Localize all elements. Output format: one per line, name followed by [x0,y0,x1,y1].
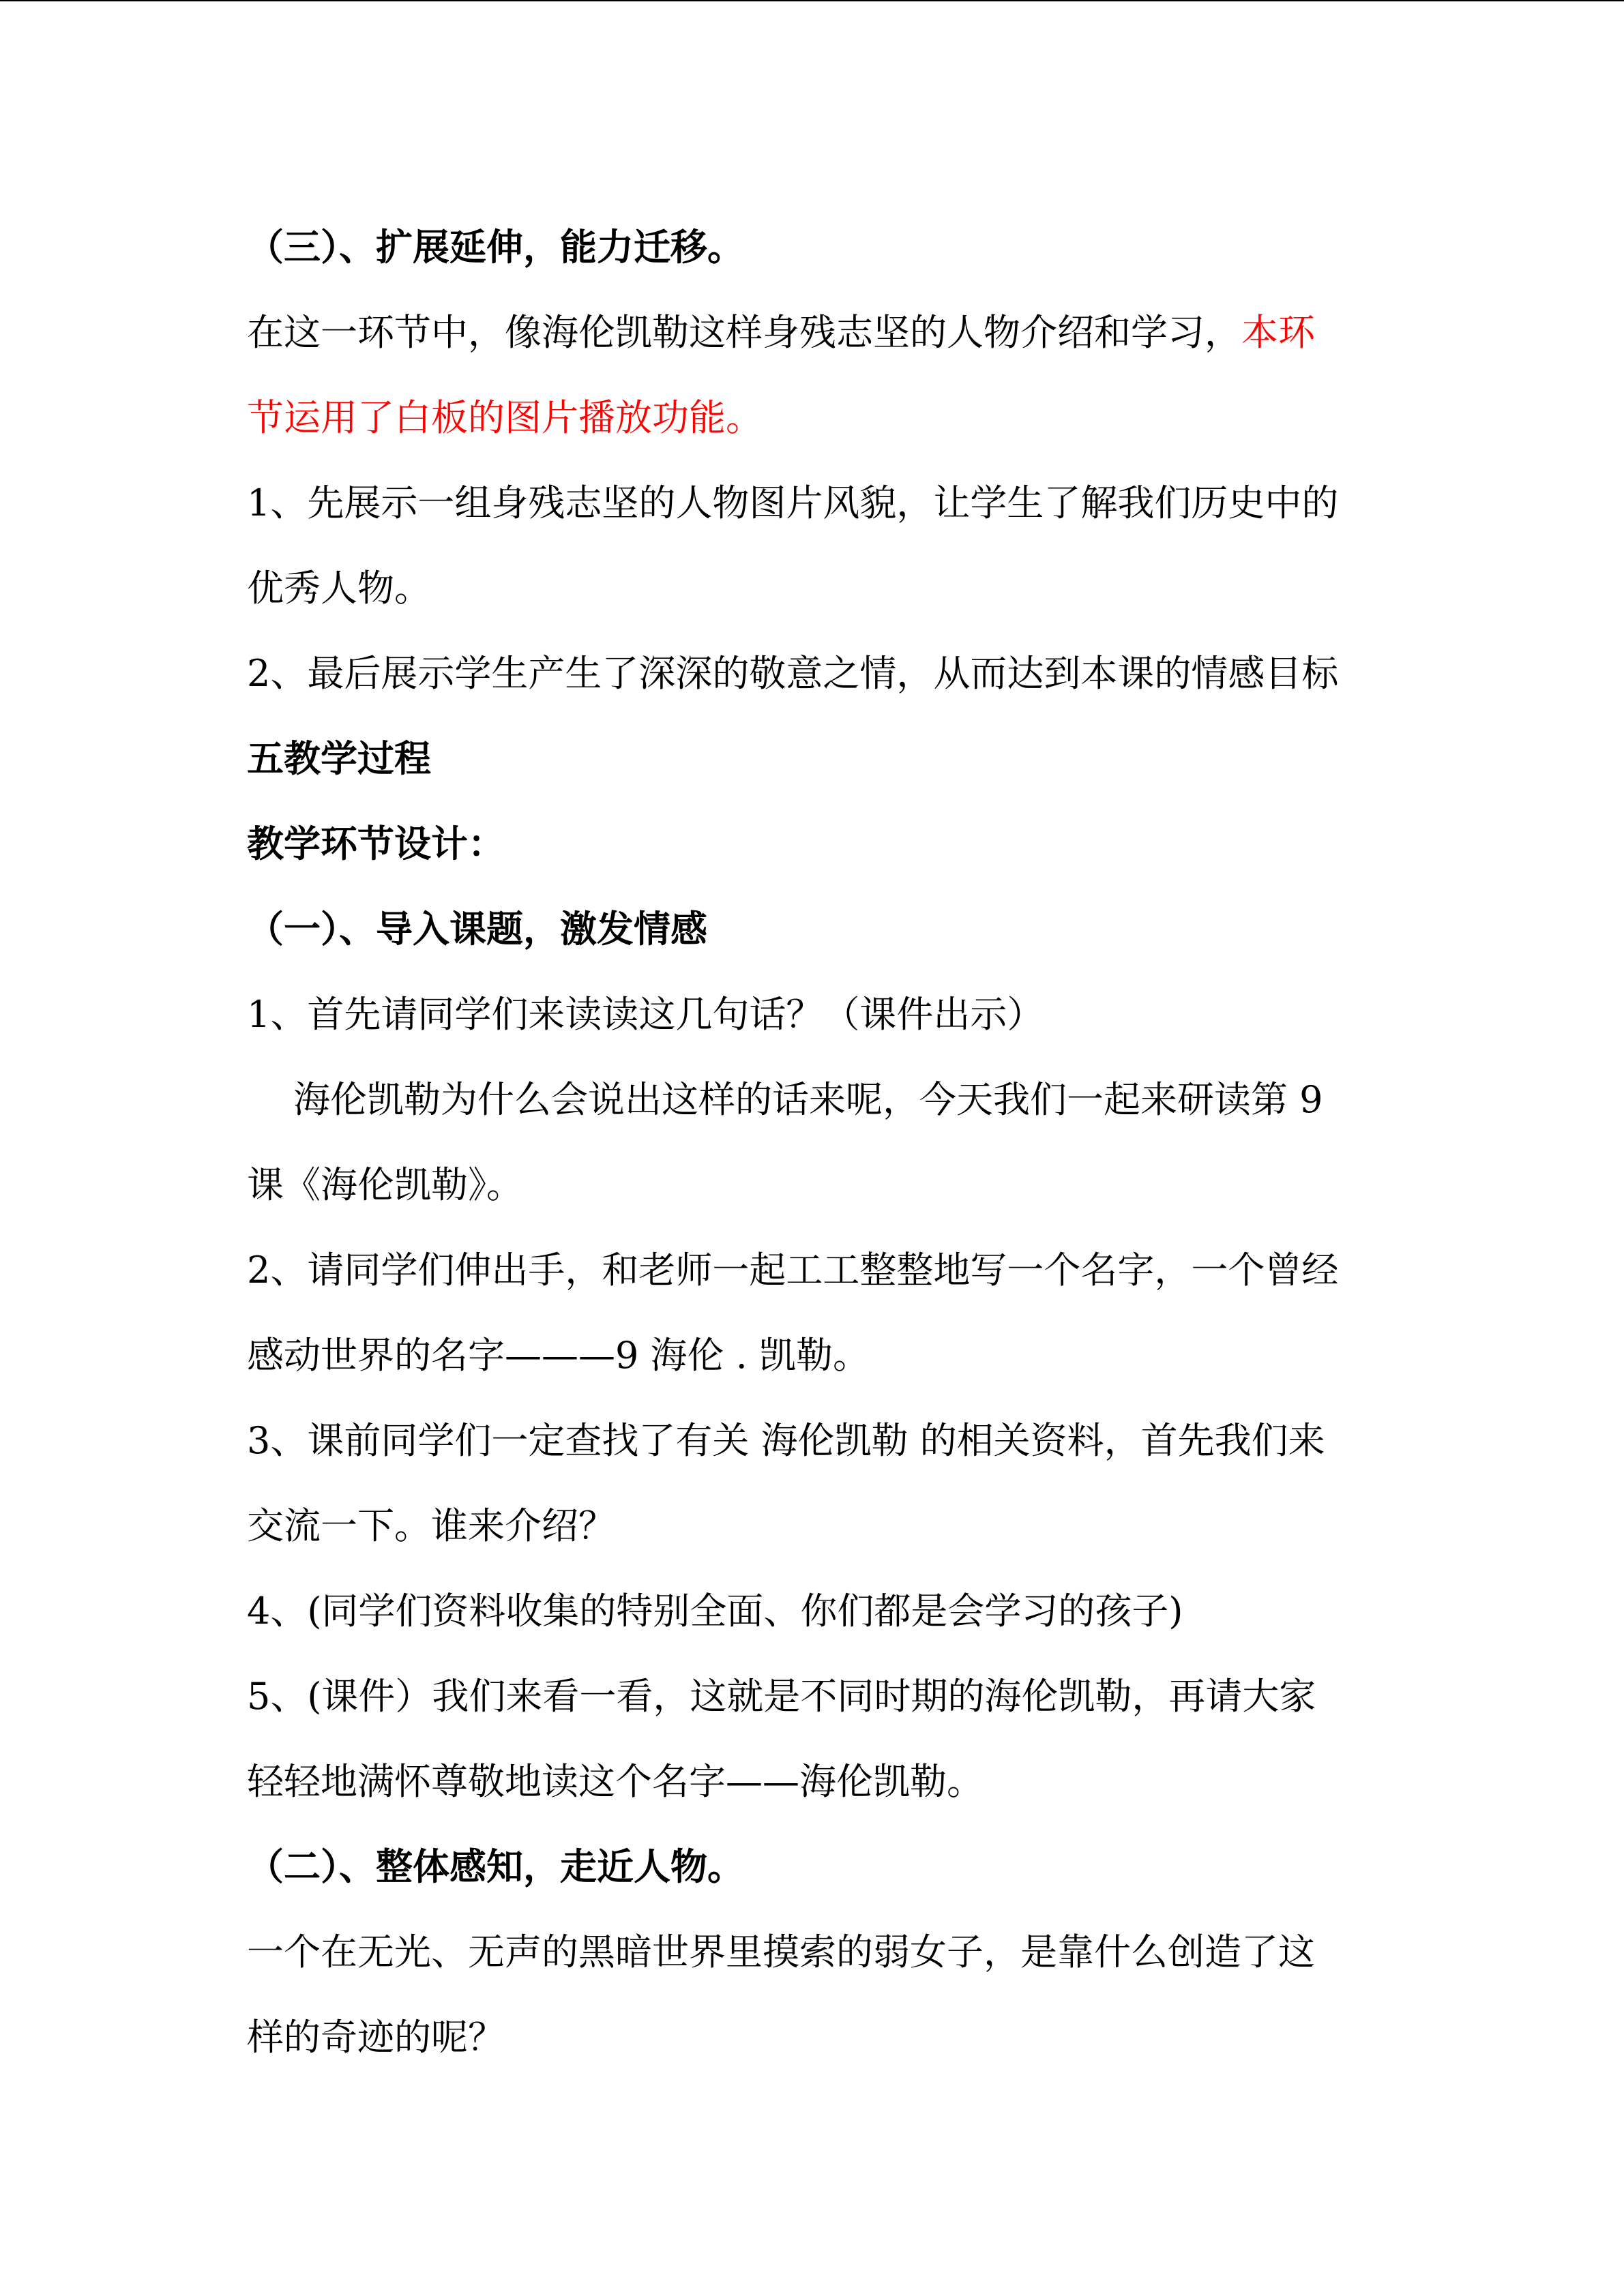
paragraph-line [247,1057,1379,1142]
list-item-1 [247,460,1379,546]
line-text: （三）、扩展延伸，能力迁移。 [247,225,744,269]
line-text: 海伦凯勒为什么会说出这样的话来呢，今天我们一起来研读第 9 [293,1078,1323,1121]
highlighted-line [247,375,1379,460]
line-text: （二）、整体感知，走近人物。 [247,1845,744,1888]
line-text: 轻轻地满怀尊敬地读这个名字——海伦凯勒。 [247,1760,984,1803]
highlighted-text: 节运用了白板的图片播放功能。 [247,396,763,439]
list-item-1 [247,972,1379,1057]
line-text: 课《海伦凯勒》。 [247,1163,523,1206]
paragraph-line [247,1313,1379,1398]
line-text: 优秀人物。 [247,567,431,610]
paragraph-line [247,1483,1379,1568]
line-text: 2、最后展示学生产生了深深的敬意之情，从而达到本课的情感目标 [247,652,1339,695]
line-text: 教学环节设计： [247,822,505,865]
line-text: （一）、导入课题，激发情感 [247,907,707,951]
paragraph-line [247,1739,1379,1824]
section-heading-2 [247,1824,1379,1909]
list-item-4 [247,1568,1379,1654]
list-item-5 [247,1654,1379,1739]
line-text: 5、(课件）我们来看一看，这就是不同时期的海伦凯勒，再请大家 [247,1675,1316,1718]
paragraph-line [247,290,1379,375]
list-item-3 [247,1398,1379,1483]
paragraph-line [247,1909,1379,1995]
section-heading-3 [247,205,1379,290]
line-text: 2、请同学们伸出手，和老师一起工工整整地写一个名字，一个曾经 [247,1249,1339,1292]
line-text: 样的奇迹的呢？ [247,2016,505,2059]
paragraph-line [247,546,1379,631]
line-text: 一个在无光、无声的黑暗世界里摸索的弱女子，是靠什么创造了这 [247,1930,1315,1973]
line-text: 4、(同学们资料收集的特别全面、你们都是会学习的孩子) [247,1590,1183,1632]
list-item-2 [247,631,1379,716]
line-text: 1、首先请同学们来读读这几句话？（课件出示） [247,993,1044,1036]
document-body [247,205,1379,2080]
paragraph-line [247,1142,1379,1227]
section-heading-1 [247,886,1379,972]
sub-heading [247,801,1379,886]
line-text: 3、课前同学们一定查找了有关 海伦凯勒 的相关资料，首先我们来 [247,1419,1325,1462]
highlighted-text: 本环 [1241,311,1315,354]
line-text: 感动世界的名字———9 海伦 . 凯勒。 [247,1334,870,1377]
list-item-2 [247,1227,1379,1313]
line-text: 在这一环节中，像海伦凯勒这样身残志坚的人物介绍和学习， [247,311,1241,354]
line-text: 交流一下。谁来介绍？ [247,1504,615,1547]
line-text: 1、先展示一组身残志坚的人物图片风貌，让学生了解我们历史中的 [247,481,1339,524]
line-text: 五教学过程 [247,736,431,780]
chapter-heading [247,716,1379,801]
paragraph-line [247,1995,1379,2080]
